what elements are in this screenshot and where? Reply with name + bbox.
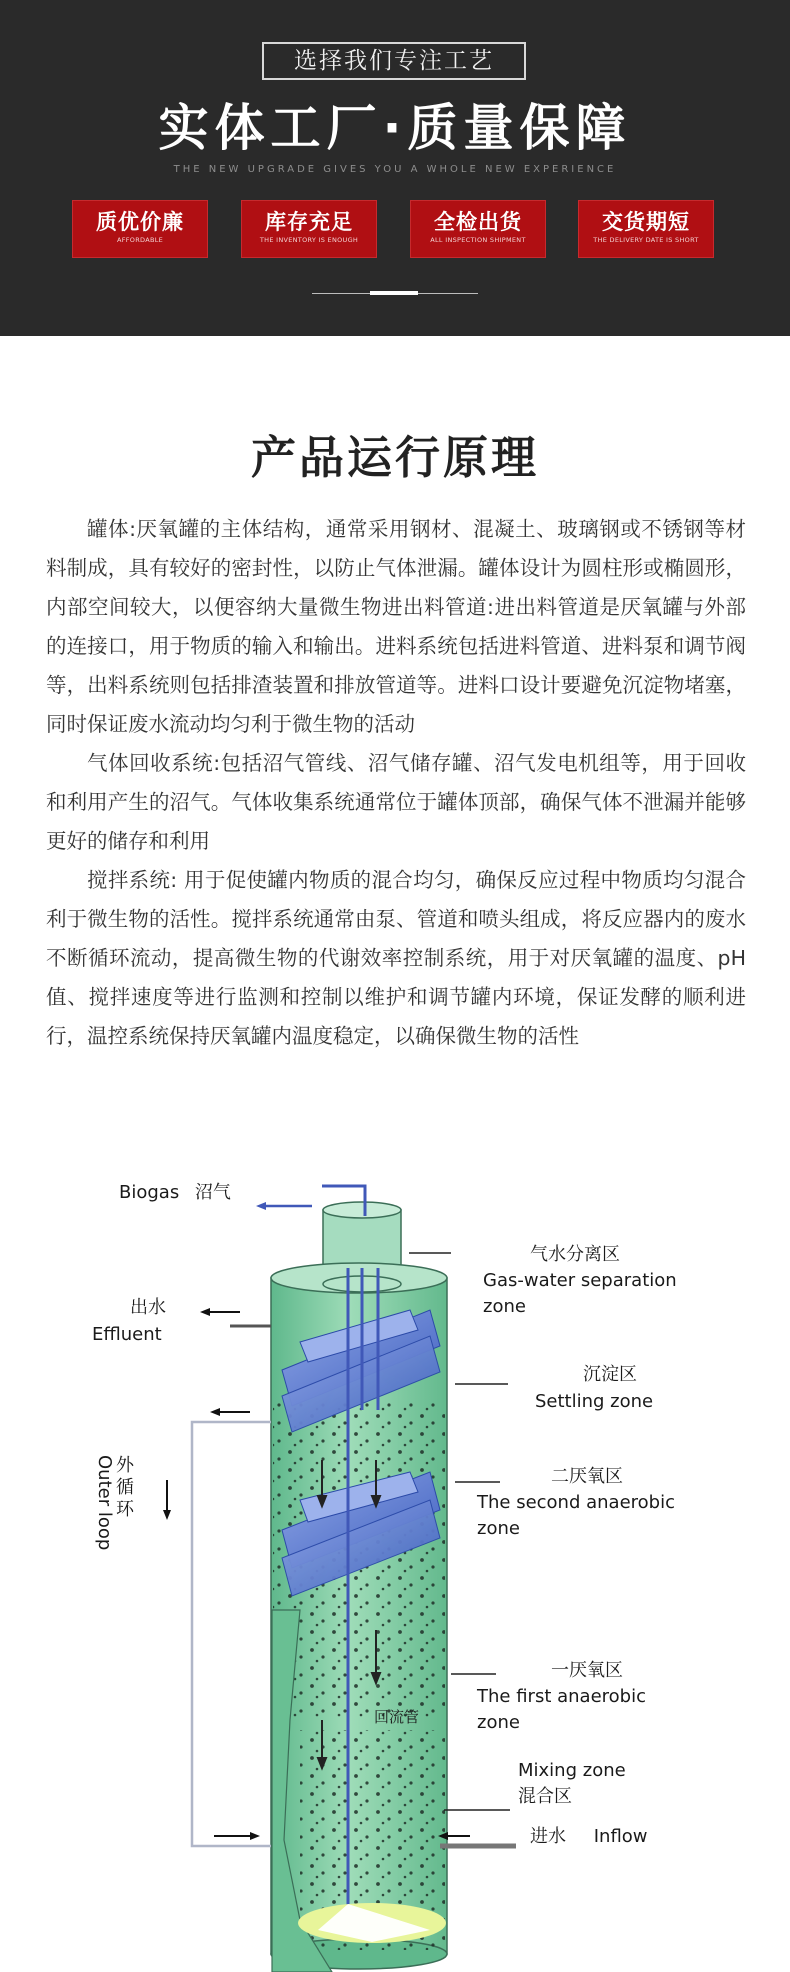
banner-tag: 选择我们专注工艺 xyxy=(262,42,526,80)
label-gas-water-en2: zone xyxy=(483,1296,526,1317)
banner-subtitle: THE NEW UPGRADE GIVES YOU A WHOLE NEW EXPERIENCE xyxy=(173,164,617,175)
label-first-anaerobic-en2: zone xyxy=(477,1712,520,1733)
label-settling-en: Settling zone xyxy=(535,1391,654,1412)
badge-inspection xyxy=(410,200,546,258)
badge-affordable xyxy=(72,200,208,258)
badge-label: 库存充足 xyxy=(265,210,353,234)
label-reflux-pipe: 回流管 xyxy=(374,1708,420,1726)
article-body xyxy=(46,510,746,1056)
section-title: 产品运行原理 xyxy=(250,431,539,484)
label-outer-loop-cn: 外循环 xyxy=(116,1455,134,1520)
paragraph-gas-recovery: 气体回收系统:包括沼气管线、沼气储存罐、沼气发电机组等，用于回收和利用产生的沼气。气体收集系统通常位于罐体顶部，确保气体不泄漏并能够更好的储存和利用 xyxy=(46,751,746,853)
divider-right xyxy=(418,293,478,294)
badge-sublabel: AFFORDABLE xyxy=(116,236,164,244)
inflow-pipe xyxy=(438,1832,516,1846)
badge-inventory xyxy=(241,200,377,258)
label-gas-water-cn: 气水分离区 xyxy=(530,1244,620,1265)
label-first-anaerobic-en1: The first anaerobic xyxy=(477,1686,646,1707)
label-mixing-en: Mixing zone xyxy=(518,1760,626,1781)
label-effluent-en: Effluent xyxy=(92,1324,162,1345)
paragraph-tank-body: 罐体:厌氧罐的主体结构，通常采用钢材、混凝土、玻璃钢或不锈钢等材料制成，具有较好的密封性，以防止气体泄漏。罐体设计为圆柱形或椭圆形，内部空间较大，以便容纳大量微生物进出料管道:进出料管道是厌氧罐与外部的连接口，用于物质的输入和输出。进料系统包括进料管道、进料泵和调节阀等，出料系统则包括排渣装置和排放管道等。进料口设计要避免沉淀物堵塞，同时保证废水流动均匀利于微生物的活动 xyxy=(46,517,746,736)
outer-loop-external-pipe xyxy=(163,1408,271,1846)
label-inflow xyxy=(530,1824,648,1850)
label-second-anaerobic-en2: zone xyxy=(477,1518,520,1539)
badge-sublabel: THE INVENTORY IS ENOUGH xyxy=(259,236,359,244)
label-outer-loop-en: Outer loop xyxy=(94,1455,115,1551)
label-biogas-en: Biogas xyxy=(119,1182,180,1203)
label-gas-water-en1: Gas-water separation xyxy=(483,1270,677,1291)
reactor-diagram xyxy=(0,1160,790,1972)
header-banner xyxy=(0,0,790,336)
label-mixing-cn: 混合区 xyxy=(518,1786,572,1807)
badge-label: 交货期短 xyxy=(602,210,690,234)
badge-sublabel: ALL INSPECTION SHIPMENT xyxy=(430,236,526,244)
paragraph-mixing-system: 搅拌系统: 用于促使罐内物质的混合均匀，确保反应过程中物质均匀混合利于微生物的活性。搅拌系统通常由泵、管道和喷头组成，将反应器内的废水不断循环流动，提高微生物的代谢效率控制系统，用于对厌氧罐的温度、pH值、搅拌速度等进行监测和控制以维护和调节罐内环境，保证发酵的顺利进行，温控系统保持厌氧罐内温度稳定，以确保微生物的活性 xyxy=(46,868,746,1048)
badge-label: 质优价廉 xyxy=(96,210,184,234)
divider-active-indicator xyxy=(370,291,418,295)
label-outer-loop xyxy=(92,1455,134,1575)
badge-delivery xyxy=(578,200,714,258)
badge-sublabel: THE DELIVERY DATE IS SHORT xyxy=(593,236,699,244)
badge-label: 全检出货 xyxy=(434,210,522,234)
label-inflow-en: Inflow xyxy=(593,1826,648,1847)
effluent-outlet xyxy=(200,1308,271,1326)
label-effluent-cn: 出水 xyxy=(130,1297,166,1318)
label-first-anaerobic-cn: 一厌氧区 xyxy=(551,1660,623,1681)
label-second-anaerobic-cn: 二厌氧区 xyxy=(551,1466,623,1487)
label-biogas xyxy=(119,1180,231,1206)
label-inflow-cn: 进水 xyxy=(530,1826,566,1847)
label-second-anaerobic-en1: The second anaerobic xyxy=(477,1492,675,1513)
banner-title: 实体工厂·质量保障 xyxy=(158,99,632,157)
label-biogas-cn: 沼气 xyxy=(194,1182,231,1203)
mixing-zone xyxy=(298,1903,446,1943)
feature-badges xyxy=(72,200,718,258)
label-settling-cn: 沉淀区 xyxy=(583,1364,637,1385)
divider-left xyxy=(312,293,370,294)
